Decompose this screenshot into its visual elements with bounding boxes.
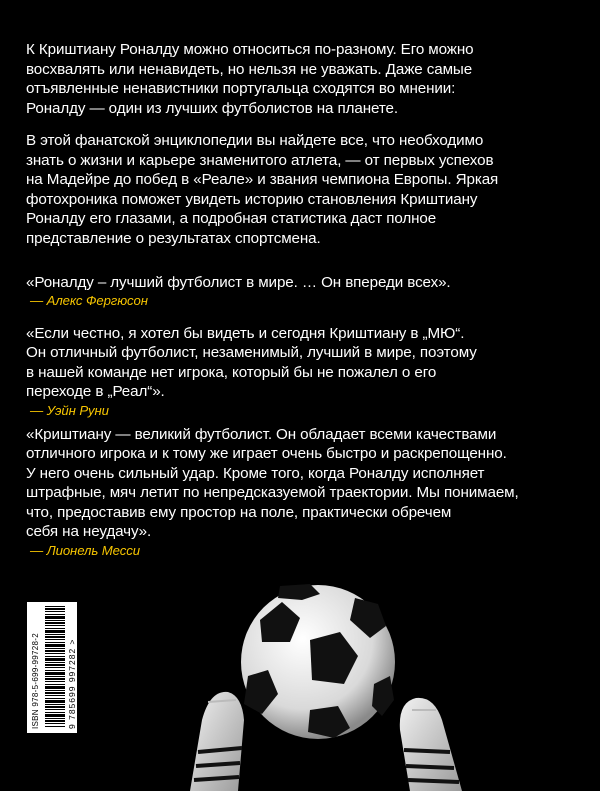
right-boot-icon	[400, 698, 462, 791]
football-illustration	[150, 580, 590, 791]
quote-text: «Криштиану — великий футболист. Он обладает всеми качествами отличного игрока и к тому же играет очень быстро и раскрепощенно. У него очень сильный удар. Кроме того, когда Роналду исполняет штрафные, мяч летит по непредсказуемой траектории. Мы понимаем, что, предоставив ему простор на поле, практически обречем себя на неудачу».	[26, 425, 519, 540]
quote-author: — Уэйн Руни	[30, 402, 109, 418]
isbn-barcode	[27, 602, 77, 733]
intro-paragraph: К Криштиану Роналду можно относиться по-разному. Его можно восхвалять или ненавидеть, но нельзя не уважать. Даже самые отъявленные ненавистники португальца сходятся во мнении: Роналду — один из лучших футболистов на планете.	[26, 41, 474, 117]
quote-author: — Алекс Фергюсон	[30, 293, 148, 308]
left-boot-icon	[190, 692, 244, 791]
quote-text: «Роналду – лучший футболист в мире. … Он впереди всех».	[26, 273, 451, 291]
barcode-bars	[45, 606, 65, 728]
about-paragraph: В этой фанатской энциклопедии вы найдете все, что необходимо знать о жизни и карьере знаменитого атлета, — от первых успехов на Мадейре до побед в «Реале» и звания чемпиона Европы. Яркая фотохроника поможет увидеть историю становления Криштиану Роналду его глазами, а подробная статистика даст полное представление о результатах спортсмена.	[26, 132, 499, 247]
isbn-label: ISBN 978-5-699-99728-2	[31, 633, 40, 729]
barcode-digits: 9 785699 997282 >	[67, 638, 77, 729]
quote-author: — Лионель Месси	[30, 542, 140, 558]
quote-messi	[26, 405, 586, 578]
quote-text: «Если честно, я хотел бы видеть и сегодня Криштиану в „МЮ“. Он отличный футболист, незаменимый, лучший в мире, поэтому в нашей команде нет игрока, который бы не пожалел о его переходе в „Реал“».	[26, 324, 477, 400]
soccer-ball-icon	[241, 584, 395, 739]
